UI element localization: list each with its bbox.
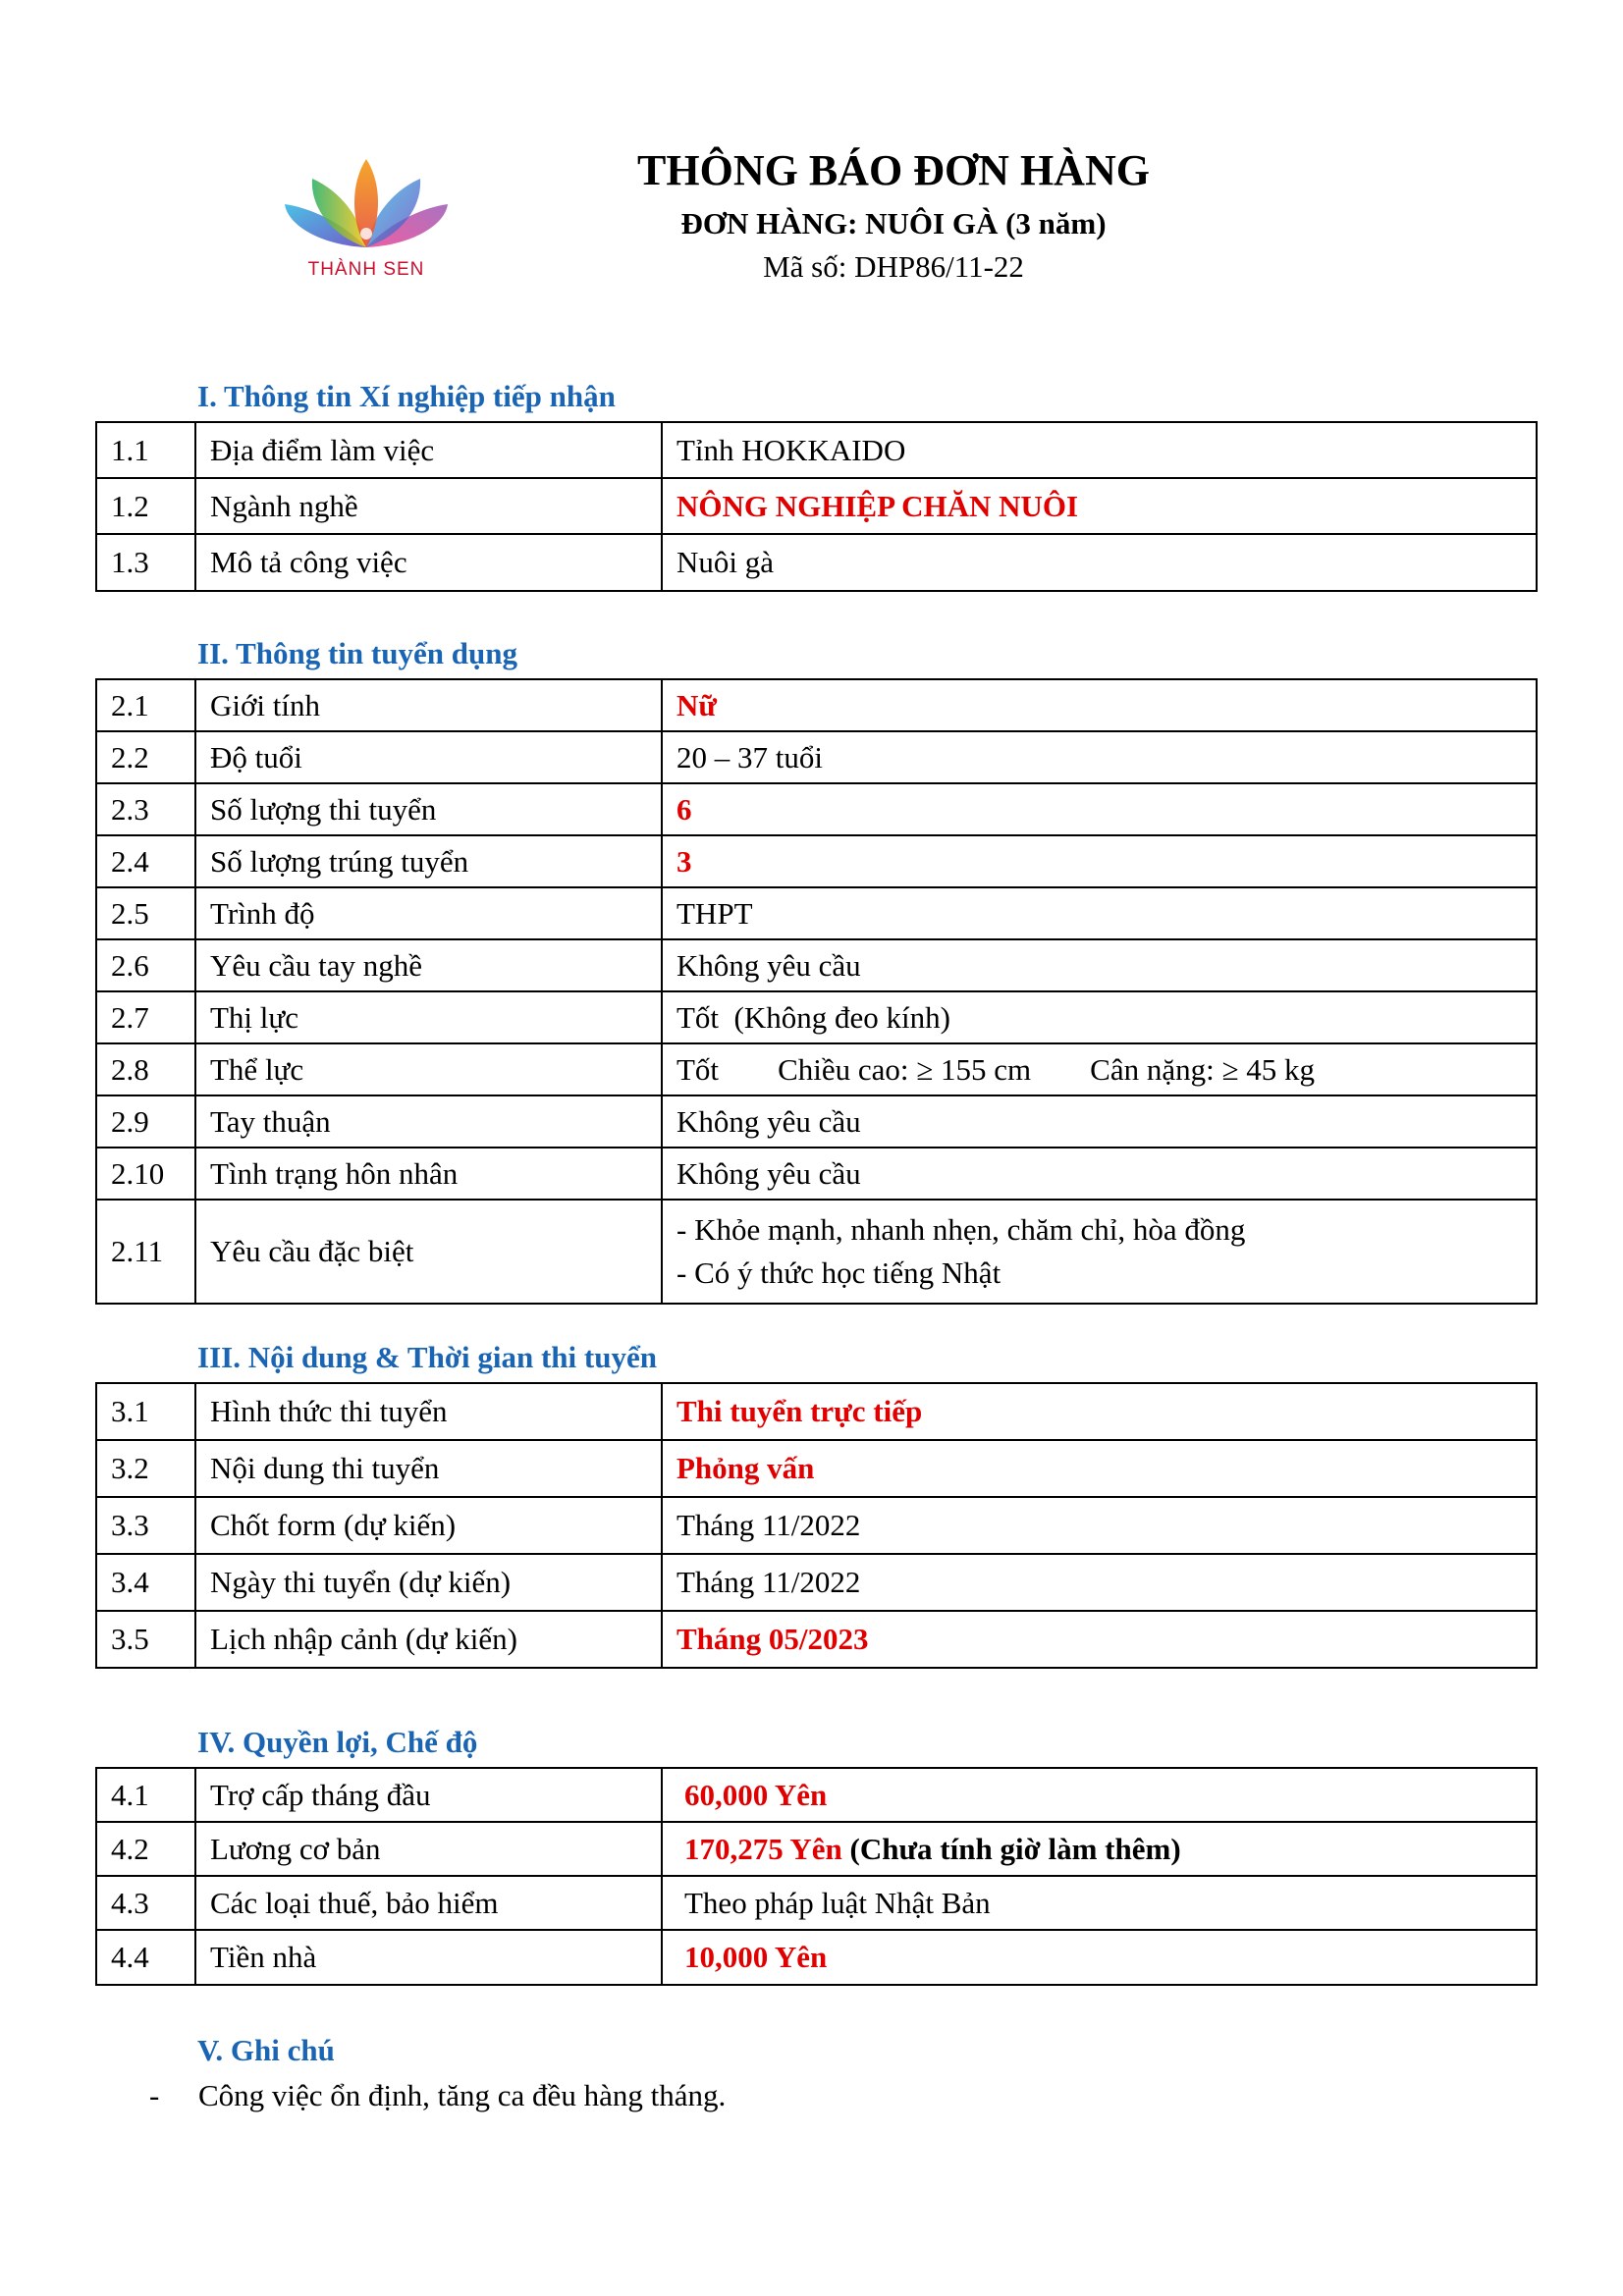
row-value: 3	[662, 835, 1537, 887]
row-label: Lịch nhập cảnh (dự kiến)	[195, 1611, 662, 1668]
row-number: 2.10	[96, 1148, 195, 1200]
row-number: 2.11	[96, 1200, 195, 1304]
row-label: Yêu cầu đặc biệt	[195, 1200, 662, 1304]
order-code: Mã số: DHP86/11-22	[763, 249, 1024, 284]
row-label: Yêu cầu tay nghề	[195, 939, 662, 991]
table-row	[96, 478, 1537, 534]
row-value: Tháng 11/2022	[662, 1554, 1537, 1611]
row-label: Hình thức thi tuyển	[195, 1383, 662, 1440]
special-requirements	[662, 1200, 1537, 1304]
row-label: Thị lực	[195, 991, 662, 1043]
row-number: 1.1	[96, 422, 195, 478]
company-logo	[283, 157, 450, 285]
section-4-heading: IV. Quyền lợi, Chế độ	[197, 1725, 478, 1759]
row-label: Địa điểm làm việc	[195, 422, 662, 478]
row-label: Các loại thuế, bảo hiểm	[195, 1876, 662, 1930]
row-value: Theo pháp luật Nhật Bản	[662, 1876, 1537, 1930]
table-row	[96, 835, 1537, 887]
row-label: Số lượng thi tuyển	[195, 783, 662, 835]
salary-values	[662, 1822, 1537, 1876]
bullet-dash: -	[149, 2078, 160, 2112]
row-number: 2.4	[96, 835, 195, 887]
row-value: 6	[662, 783, 1537, 835]
table-row	[96, 1768, 1537, 1822]
section-5-heading: V. Ghi chú	[197, 2033, 335, 2067]
row-value: Nuôi gà	[662, 534, 1537, 591]
row-label: Độ tuổi	[195, 731, 662, 783]
table-row	[96, 679, 1537, 731]
section-3-table	[95, 1382, 1538, 1669]
row-label: Trình độ	[195, 887, 662, 939]
table-row	[96, 1148, 1537, 1200]
table-row	[96, 1554, 1537, 1611]
requirement-line: - Khỏe mạnh, nhanh nhẹn, chăm chỉ, hòa đồng	[676, 1212, 1246, 1247]
row-value: Tỉnh HOKKAIDO	[662, 422, 1537, 478]
lotus-logo-icon	[283, 157, 450, 260]
row-number: 3.4	[96, 1554, 195, 1611]
row-value: Tháng 05/2023	[662, 1611, 1537, 1668]
section-2-table	[95, 678, 1538, 1305]
table-row	[96, 783, 1537, 835]
row-value: Thi tuyển trực tiếp	[662, 1383, 1537, 1440]
row-number: 2.2	[96, 731, 195, 783]
height-requirement: Chiều cao: ≥ 155 cm	[778, 1051, 1032, 1087]
section-1-table	[95, 421, 1538, 592]
row-number: 3.5	[96, 1611, 195, 1668]
row-number: 2.8	[96, 1043, 195, 1095]
row-value: Không yêu cầu	[662, 1148, 1537, 1200]
row-number: 2.6	[96, 939, 195, 991]
table-row	[96, 1876, 1537, 1930]
row-number: 3.2	[96, 1440, 195, 1497]
section-2-heading: II. Thông tin tuyển dụng	[197, 636, 517, 670]
row-value: Không yêu cầu	[662, 1095, 1537, 1148]
row-label: Chốt form (dự kiến)	[195, 1497, 662, 1554]
row-label: Ngày thi tuyển (dự kiến)	[195, 1554, 662, 1611]
table-row	[96, 1043, 1537, 1095]
section-1-heading: I. Thông tin Xí nghiệp tiếp nhận	[197, 379, 616, 413]
row-number: 1.3	[96, 534, 195, 591]
table-row	[96, 1440, 1537, 1497]
row-value: 20 – 37 tuổi	[662, 731, 1537, 783]
row-number: 2.7	[96, 991, 195, 1043]
row-number: 4.2	[96, 1822, 195, 1876]
row-number: 4.1	[96, 1768, 195, 1822]
row-label: Giới tính	[195, 679, 662, 731]
row-value: 170,275 Yên	[684, 1831, 842, 1866]
row-number: 4.4	[96, 1930, 195, 1985]
row-label: Mô tả công việc	[195, 534, 662, 591]
row-number: 3.1	[96, 1383, 195, 1440]
row-value: THPT	[662, 887, 1537, 939]
table-row	[96, 731, 1537, 783]
table-row	[96, 887, 1537, 939]
table-row	[96, 1611, 1537, 1668]
table-row	[96, 1822, 1537, 1876]
row-label: Tay thuận	[195, 1095, 662, 1148]
row-number: 2.9	[96, 1095, 195, 1148]
requirement-line: - Có ý thức học tiếng Nhật	[676, 1255, 1001, 1290]
row-label: Số lượng trúng tuyển	[195, 835, 662, 887]
row-label: Trợ cấp tháng đầu	[195, 1768, 662, 1822]
row-value: 60,000 Yên	[662, 1768, 1537, 1822]
row-value: Phỏng vấn	[662, 1440, 1537, 1497]
row-number: 2.1	[96, 679, 195, 731]
row-label: Tiền nhà	[195, 1930, 662, 1985]
table-row	[96, 422, 1537, 478]
logo-text: THÀNH SEN	[307, 259, 425, 280]
weight-requirement: Cân nặng: ≥ 45 kg	[1090, 1051, 1315, 1087]
row-value: NÔNG NGHIỆP CHĂN NUÔI	[662, 478, 1537, 534]
table-row	[96, 939, 1537, 991]
row-label: Lương cơ bản	[195, 1822, 662, 1876]
page-title: THÔNG BÁO ĐƠN HÀNG	[637, 146, 1150, 194]
row-value: Tốt	[676, 1051, 720, 1087]
row-value: Nữ	[662, 679, 1537, 731]
table-row	[96, 1930, 1537, 1985]
note-item	[149, 2078, 726, 2113]
section-4-table	[95, 1767, 1538, 1986]
row-number: 1.2	[96, 478, 195, 534]
row-value: Không yêu cầu	[662, 939, 1537, 991]
salary-note: (Chưa tính giờ làm thêm)	[849, 1831, 1181, 1866]
physical-row-values	[662, 1043, 1537, 1095]
row-label: Nội dung thi tuyển	[195, 1440, 662, 1497]
row-label: Ngành nghề	[195, 478, 662, 534]
table-row	[96, 991, 1537, 1043]
row-value: Tốt (Không đeo kính)	[662, 991, 1537, 1043]
row-number: 2.3	[96, 783, 195, 835]
table-row	[96, 1383, 1537, 1440]
row-number: 2.5	[96, 887, 195, 939]
table-row	[96, 1497, 1537, 1554]
row-value: 10,000 Yên	[662, 1930, 1537, 1985]
table-row	[96, 1095, 1537, 1148]
row-number: 4.3	[96, 1876, 195, 1930]
table-row	[96, 534, 1537, 591]
row-label: Thể lực	[195, 1043, 662, 1095]
table-row	[96, 1200, 1537, 1304]
row-number: 3.3	[96, 1497, 195, 1554]
row-value: Tháng 11/2022	[662, 1497, 1537, 1554]
note-text: Công việc ổn định, tăng ca đều hàng tháng.	[198, 2078, 727, 2112]
order-subtitle: ĐƠN HÀNG: NUÔI GÀ (3 năm)	[680, 206, 1107, 240]
row-label: Tình trạng hôn nhân	[195, 1148, 662, 1200]
section-3-heading: III. Nội dung & Thời gian thi tuyển	[197, 1340, 657, 1374]
